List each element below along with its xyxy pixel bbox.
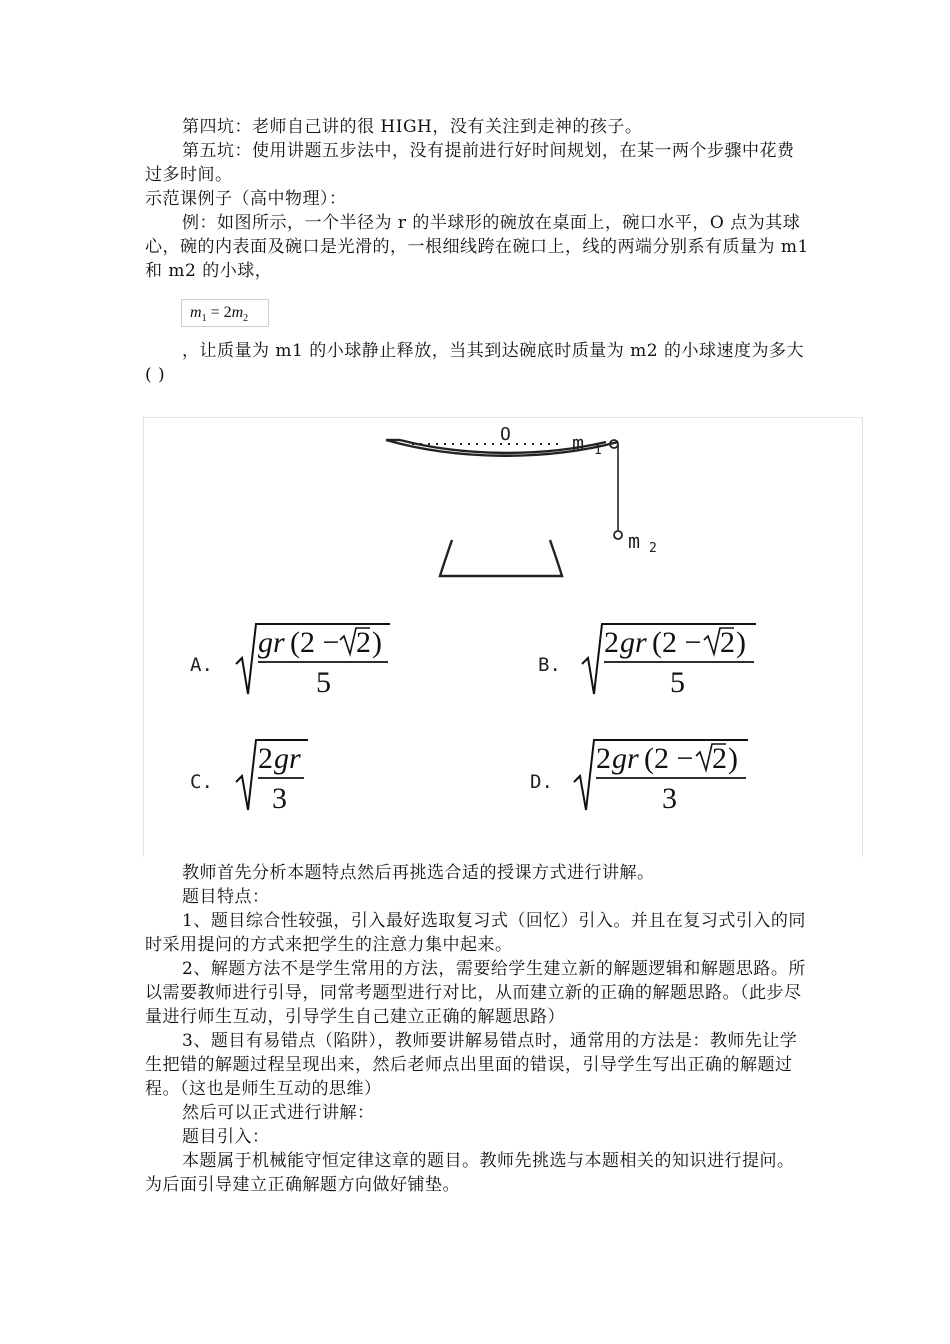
center-label-o: O — [500, 424, 511, 445]
option-d-denominator: 3 — [662, 782, 677, 815]
option-b-denominator: 5 — [670, 666, 685, 699]
option-d-sqrt2: 2 — [712, 742, 727, 775]
paragraph-demo-heading: 示范课例子（高中物理）： — [145, 189, 347, 209]
paragraph-question-end: ，让质量为 m1 的小球静止释放，当其到达碗底时质量为 m2 的小球速度为多大( ) — [145, 341, 804, 385]
option-b-close: ) — [736, 626, 746, 659]
paragraph-features-heading: 题目特点： — [182, 887, 270, 907]
figure-canvas — [144, 418, 864, 858]
option-a-gr: gr — [258, 626, 285, 659]
paragraph-teacher-analysis: 教师首先分析本题特点然后再挑选合适的授课方式进行讲解。 — [182, 863, 655, 883]
option-c-letter: C. — [190, 771, 213, 793]
label-m2: m — [628, 529, 641, 553]
paragraph-pitfall-5: 第五坑：使用讲题五步法中，没有提前进行好时间规划，在某一两个步骤中花费过多时间。 — [145, 141, 795, 185]
label-m1-sub: 1 — [594, 443, 602, 458]
option-c-gr: gr — [274, 742, 301, 775]
ball-m2 — [614, 531, 622, 539]
physics-figure — [143, 417, 863, 857]
option-d-paren: (2 − — [644, 742, 694, 775]
option-b-paren: (2 − — [652, 626, 702, 659]
option-b-gr: gr — [620, 626, 647, 659]
bowl-diagram — [386, 440, 622, 576]
option-d-close: ) — [728, 742, 738, 775]
option-a — [190, 624, 390, 699]
option-a-denominator: 5 — [316, 666, 331, 699]
paragraph-feature-3: 3、题目有易错点（陷阱），教师要讲解易错点时，通常用的方法是：教师先让学生把错的解题过程呈现出来，然后老师点出里面的错误，引导学生写出正确的解题过程。（这也是师生互动的思维） — [145, 1031, 798, 1099]
option-a-close: ) — [372, 626, 382, 659]
option-a-sqrt2: 2 — [356, 626, 371, 659]
label-m1: m — [572, 431, 585, 455]
option-d-gr: gr — [612, 742, 639, 775]
option-c-coef: 2 — [258, 742, 273, 775]
label-m2-sub: 2 — [649, 541, 657, 556]
paragraph-feature-1: 1、题目综合性较强，引入最好选取复习式（回忆）引入。并且在复习式引入的同时采用提问的方式来把学生的注意力集中起来。 — [145, 911, 806, 955]
paragraph-formal-explain: 然后可以正式进行讲解： — [182, 1103, 375, 1123]
option-d — [530, 740, 748, 815]
option-a-letter: A. — [190, 654, 213, 676]
option-b-coef: 2 — [604, 626, 619, 659]
option-c-denominator: 3 — [272, 782, 287, 815]
option-b — [538, 624, 756, 699]
option-a-paren: (2 − — [290, 626, 340, 659]
mass-ratio-formula: $m_1 = 2m_2$ — [181, 299, 269, 327]
option-b-sqrt2: 2 — [720, 626, 735, 659]
option-c — [190, 740, 308, 815]
paragraph-intro-body: 本题属于机械能守恒定律这章的题目。教师先挑选与本题相关的知识进行提问。为后面引导建立正确解题方向做好铺垫。 — [145, 1151, 795, 1195]
bowl-stand — [440, 540, 562, 576]
paragraph-intro-heading: 题目引入： — [182, 1127, 270, 1147]
paragraph-feature-2: 2、解题方法不是学生常用的方法，需要给学生建立新的解题逻辑和解题思路。所以需要教师进行引导，同常考题型进行对比，从而建立新的正确的解题思路。（此步尽量进行师生互动，引导学生自己建立正确的解题思路） — [145, 959, 806, 1027]
option-d-letter: D. — [530, 771, 553, 793]
paragraph-pitfall-4: 第四坑：老师自己讲的很 HIGH，没有关注到走神的孩子。 — [182, 117, 643, 137]
option-b-letter: B. — [538, 654, 561, 676]
paragraph-example-question: 例：如图所示，一个半径为 r 的半球形的碗放在桌面上，碗口水平，O 点为其球心，碗的内表面及碗口是光滑的，一根细线跨在碗口上，线的两端分别系有质量为 m1 和 m2 的小球， — [145, 213, 809, 281]
option-d-coef: 2 — [596, 742, 611, 775]
